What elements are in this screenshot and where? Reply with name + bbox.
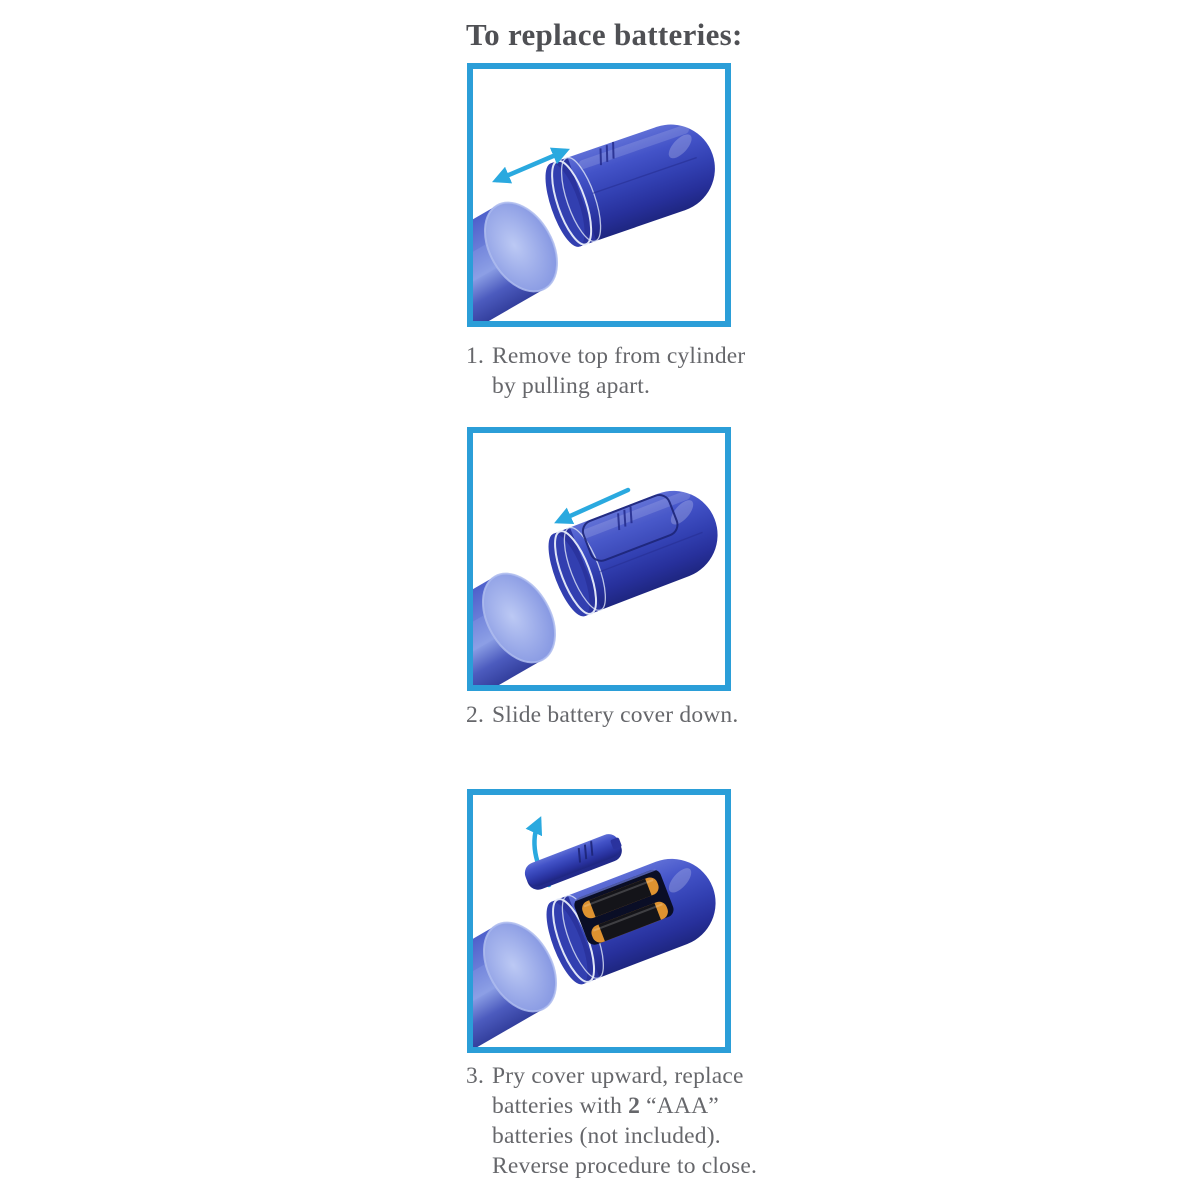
step-line [492,1091,757,1121]
step-line: batteries (not included). [492,1123,721,1149]
step-line-text: batteries with [492,1093,629,1119]
step-1-panel [467,63,731,327]
step-lines [492,1061,757,1181]
step-line: Pry cover upward, replace [492,1063,744,1089]
step-lines [492,341,745,401]
step-3-text [466,1061,757,1181]
step-line: Remove top from cylinder [492,343,746,369]
step-3-illustration [473,795,725,1047]
step-3-panel [467,789,731,1053]
step-1-illustration [473,69,725,321]
step-number: 2. [466,702,485,728]
battery-count-bold: 2 [628,1093,641,1119]
step-lines [492,700,738,730]
step-number: 3. [466,1063,485,1089]
device-cylinder-illustration [473,561,570,685]
step-1-text [466,341,745,401]
step-2-text [466,700,738,730]
step-line: by pulling apart. [492,373,651,399]
step-line-text: “AAA” [640,1093,719,1119]
device-top-with-cover-illustration [540,478,725,621]
step-line: Reverse procedure to close. [492,1153,758,1179]
page-title: To replace batteries: [466,17,743,52]
step-2-illustration [473,433,725,685]
step-2-panel [467,427,731,691]
device-top-illustration [537,113,725,252]
step-number: 1. [466,343,485,369]
step-line: Slide battery cover down. [492,702,739,728]
